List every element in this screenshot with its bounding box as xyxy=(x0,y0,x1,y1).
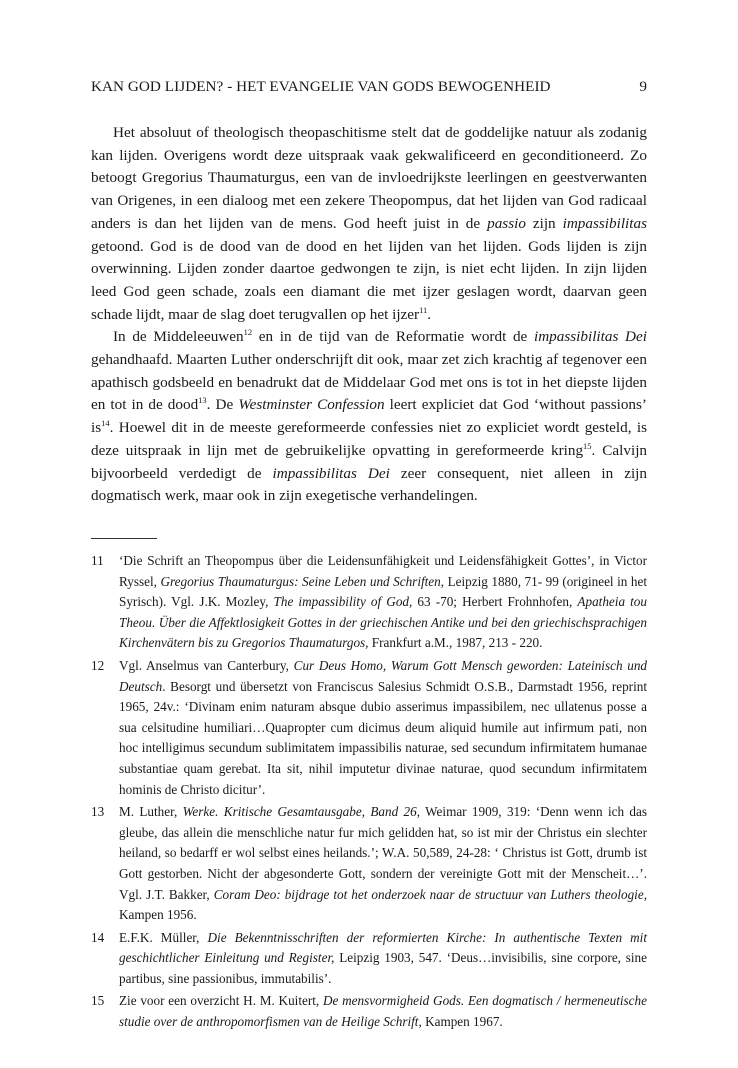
footnote-number: 11 xyxy=(91,553,104,568)
footnote-number: 14 xyxy=(91,929,105,945)
footnote xyxy=(91,991,647,1032)
footnote-number: 13 xyxy=(91,804,105,820)
footnote xyxy=(91,551,647,654)
main-text xyxy=(91,122,647,508)
footnote-text: E.F.K. Müller, Die Bekenntnisschriften der reformierten Kirche: In authentische Texten mit geschichtlicher Einleitung und Register, Leipzig 1903, 547. ‘Deus…invisibilis, sine corpore, sine partibus, sine passionibus, immutabilis’. xyxy=(119,929,647,986)
footnote-text: ‘Die Schrift an Theopompus über die Leidensunfähigkeit und Leidensfähigkeit Gottes’, in Victor Ryssel, Gregorius Thaumaturgus: Seine Leben und Schriften, Leipzig 1880, 71- 99 (origineel in het Syrisch). Vgl. J.K. Mozley, The impassibility of God, 63 -70; Herbert Frohnhofen, Apatheia tou Theou. Über die Affektlosigkeit Gottes in der griechischen Antike und bei den griechischsprachigen Kirchenvätern bis zu Gregorios Thaumaturgos, Frankfurt a.M., 1987, 213 - 220. xyxy=(119,553,647,651)
footnote-text: Zie voor een overzicht H. M. Kuitert, De mensvormigheid Gods. Een dogmatisch / hermeneutische studie over de anthropomorfismen van de Heilige Schrift, Kampen 1967. xyxy=(119,993,647,1030)
footnote-text: Vgl. Anselmus van Canterbury, Cur Deus Homo, Warum Gott Mensch geworden: Lateinisch und Deutsch. Besorgt und übersetzt von Franciscus Salesius Schmidt O.S.B., Darmstadt 1956, reprint 1965, 24v.: ‘Divinam enim naturam absque dubio asserimus impassibilem, nec ullatenus posse a sua celsitudine humiliari…Quapropter cum dicimus deum aliquid humile aut infirmum pati, non hoc intelligimus secundum sublimitatem impassibilis naturae, sed secundum infirmitatem humanae substantiae quam gerebat. Ita sit, nihil imputetur divinae naturae, quod secundum infirmitatem hominis de Christo dicitur’. xyxy=(119,657,648,797)
footnote-number: 12 xyxy=(91,657,105,673)
footnote-text: M. Luther, Werke. Kritische Gesamtausgabe, Band 26, Weimar 1909, 319: ‘Denn wenn ich das gleube, das allein die menschliche natur fur mich gelidden hat, so ist mir der Christus ein slechter heiland, so bedarff er wol selbst eines heilands.’; W.A. 50,589, 24-28: ‘ Christus ist Gott, drumb ist Gott gestorben. Nicht der abgesonderte Gott, sondern der vereinigte Gott mit der Menscheit…’. Vgl. J.T. Bakker, Coram Deo: bijdrage tot het onderzoek naar de structuur van Luthers theologie, Kampen 1956. xyxy=(119,804,648,923)
footnote xyxy=(91,802,647,926)
running-header xyxy=(91,78,647,96)
paragraph: Het absoluut of theologisch theopaschitisme stelt dat de goddelijke natuur als zodanig kan lijden. Overigens wordt deze uitspraak vaak gekwalificeerd en geconditioneerd. Zo betoogt Gregorius Thaumaturgus, een van de invloedrijkste leerlingen en geestverwanten van Origenes, in een dialoog met een zekere Theopompus, dat het lijden van God radicaal anders is dan het lijden van de mens. God heeft juist in de passio zijn impassibilitas getoond. God is de dood van de dood en het lijden van het lijden. Gods lijden is zijn overwinning. Lijden zonder daartoe gedwongen te zijn, is niet echt lijden. In zijn lijden leed God geen schade, zoals een diamant die met ijzer geslagen wordt, daarvan geen schade lijdt, maar de slag doet terugvallen op het ijzer$^{11}$. xyxy=(91,124,647,323)
footnote-divider xyxy=(91,538,157,539)
footnote xyxy=(91,656,647,800)
footnote-ref[interactable]: 12 xyxy=(243,327,253,338)
paragraph: In de Middeleeuwen$^{12}$ en in de tijd van de Reformatie wordt de impassibilitas Dei gehandhaafd. Maarten Luther onderschrijft dit ook, maar zet zich krachtig af tegenover een apathisch godsbeeld en benadrukt dat de Middelaar God met ons is tot in het diepste lijden en tot in de dood$^{13}$. De Westminster Confession leert expliciet dat God ‘without passions’ $is^{14}$. Hoewel dit in de meeste gereformeerde confessies niet zo expliciet wordt gesteld, is deze uitspraak in lijn met de gebruikelijke opvatting in gereformeerde kring$^{15}$. Calvijn bijvoorbeeld verdedigt de impassibilitas Dei zeer consequent, niet alleen in zijn dogmatisch werk, maar ook in zijn exegetische verhandelingen. xyxy=(91,327,648,505)
page-number: 9 xyxy=(639,78,647,95)
running-title: KAN GOD LIJDEN? - HET EVANGELIE VAN GODS BEWOGENHEID xyxy=(91,78,551,95)
footnote-ref[interactable]: 15 xyxy=(583,440,592,451)
footnote-number: 15 xyxy=(91,993,105,1009)
footnote-ref[interactable]: 11 xyxy=(419,304,428,315)
footnote-ref[interactable]: 14 xyxy=(101,418,110,429)
footnote-ref[interactable]: 13 xyxy=(198,395,207,406)
footnotes xyxy=(91,551,647,1035)
footnote xyxy=(91,928,647,990)
